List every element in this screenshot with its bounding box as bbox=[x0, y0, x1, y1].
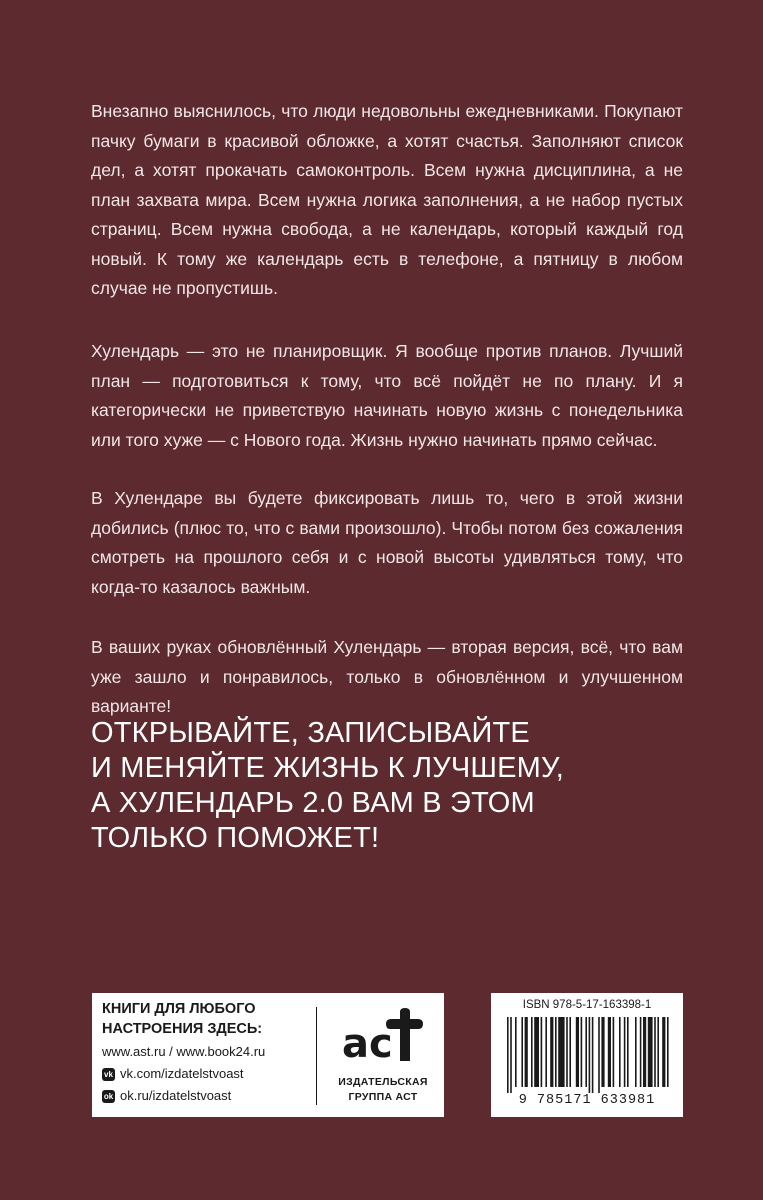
barcode-bar bbox=[550, 1017, 553, 1087]
publisher-name bbox=[324, 1075, 442, 1105]
barcode-bar bbox=[592, 1017, 594, 1093]
barcode-bar bbox=[507, 1017, 509, 1093]
publisher-line: ИЗДАТЕЛЬСКАЯ bbox=[338, 1076, 428, 1088]
ok-link[interactable]: ok.ru/izdatelstvoast bbox=[120, 1088, 232, 1103]
callout-line: А ХУЛЕНДАРЬ 2.0 ВАМ В ЭТОМ bbox=[91, 787, 535, 819]
barcode-box bbox=[491, 993, 683, 1117]
barcode-bar bbox=[581, 1017, 583, 1087]
barcode-bar bbox=[566, 1017, 568, 1087]
barcode-digits: 9 785171 633981 bbox=[518, 1093, 656, 1108]
barcode-bar bbox=[624, 1017, 626, 1087]
barcode-bar bbox=[569, 1017, 571, 1087]
publisher-info-box bbox=[92, 993, 444, 1117]
barcode-bar bbox=[608, 1017, 611, 1087]
paragraph-intro: Внезапно выяснилось, что люди недовольны ежедневниками. Покупают пачку бумаги в красивой обложке, а хотят счастья. Заполняют список дел, а хотят прокачать самоконтроль. Всем нужна дисциплина, а не план захвата мира. Всем нужна логика заполнения, а не набор пустых страниц. Всем нужна свобода, а не календарь, который каждый год новый. К тому же календарь есть в телефоне, а пятницу в любом случае не пропустишь. bbox=[91, 101, 683, 298]
vk-link[interactable]: vk.com/izdatelstvoast bbox=[120, 1066, 244, 1081]
barcode-bar bbox=[601, 1017, 604, 1087]
barcode-bar bbox=[654, 1017, 656, 1087]
barcode-bar bbox=[510, 1017, 512, 1093]
info-heading bbox=[102, 999, 302, 1039]
barcode-bar bbox=[635, 1017, 637, 1087]
barcode-bar bbox=[585, 1017, 587, 1087]
barcode-bar bbox=[521, 1017, 523, 1087]
paragraph-not-planner: Хулендарь — это не планировщик. Я вообще против планов. Лучший план — подготовиться к тому, что всё пойдёт не по плану. И я категорически не приветствую начинать новую жизнь с понедельника или того хуже — с Нового года. Жизнь нужно начинать прямо сейчас. bbox=[91, 341, 683, 450]
barcode-bar bbox=[643, 1017, 646, 1087]
publisher-line: ГРУППА АСТ bbox=[348, 1091, 418, 1103]
barcode-bar bbox=[613, 1017, 615, 1087]
barcode-bar bbox=[515, 1017, 517, 1087]
vk-icon: vk bbox=[102, 1068, 115, 1081]
barcode-bar bbox=[627, 1017, 629, 1087]
barcode-bar bbox=[534, 1017, 539, 1087]
divider bbox=[316, 1007, 317, 1105]
callout-line: ТОЛЬКО ПОМОЖЕТ! bbox=[91, 822, 380, 854]
barcode-bar bbox=[545, 1017, 547, 1087]
ast-logo bbox=[340, 1007, 428, 1063]
barcode-bar bbox=[667, 1017, 669, 1087]
barcode-bar bbox=[640, 1017, 642, 1087]
websites-link[interactable]: www.ast.ru / www.book24.ru bbox=[102, 1044, 266, 1059]
barcode-bar bbox=[662, 1017, 665, 1087]
barcode-bars bbox=[503, 1017, 671, 1095]
barcode-bar bbox=[619, 1017, 621, 1087]
barcode-bar bbox=[598, 1017, 600, 1093]
callout-line: ОТКРЫВАЙТЕ, ЗАПИСЫВАЙТЕ bbox=[91, 717, 530, 749]
barcode-bar bbox=[589, 1017, 591, 1093]
barcode-bar bbox=[555, 1017, 557, 1087]
barcode-bar bbox=[558, 1017, 564, 1087]
barcode-bar bbox=[531, 1017, 533, 1087]
isbn-text: ISBN 978-5-17-163398-1 bbox=[522, 999, 652, 1011]
barcode-bar bbox=[541, 1017, 543, 1087]
paragraph-achievements: В Хулендаре вы будете фиксировать лишь то, чего в этой жизни добились (плюс то, что с вами произошло). Чтобы потом без сожаления смотреть на прошлого себя и с новой высоты удивляться тому, что когда-то казалось важным. bbox=[91, 488, 683, 597]
barcode-bar bbox=[576, 1017, 579, 1087]
callout-line: И МЕНЯЙТЕ ЖИЗНЬ К ЛУЧШЕМУ, bbox=[91, 752, 565, 784]
barcode-bar bbox=[648, 1017, 653, 1087]
info-heading-line: КНИГИ ДЛЯ ЛЮБОГО bbox=[102, 1001, 256, 1017]
barcode-bar bbox=[657, 1017, 659, 1087]
ast-logo-text: ас bbox=[342, 1021, 393, 1063]
ok-icon: ok bbox=[103, 1092, 114, 1101]
callout-slogan bbox=[91, 716, 691, 856]
barcode-bar bbox=[525, 1017, 528, 1087]
paragraph-new-version: В ваших руках обновлённый Хулендарь — вторая версия, всё, что вам уже зашло и понравилось, только в обновлённом и улучшенном варианте! bbox=[91, 637, 683, 716]
info-heading-line: НАСТРОЕНИЯ ЗДЕСЬ: bbox=[102, 1021, 263, 1037]
